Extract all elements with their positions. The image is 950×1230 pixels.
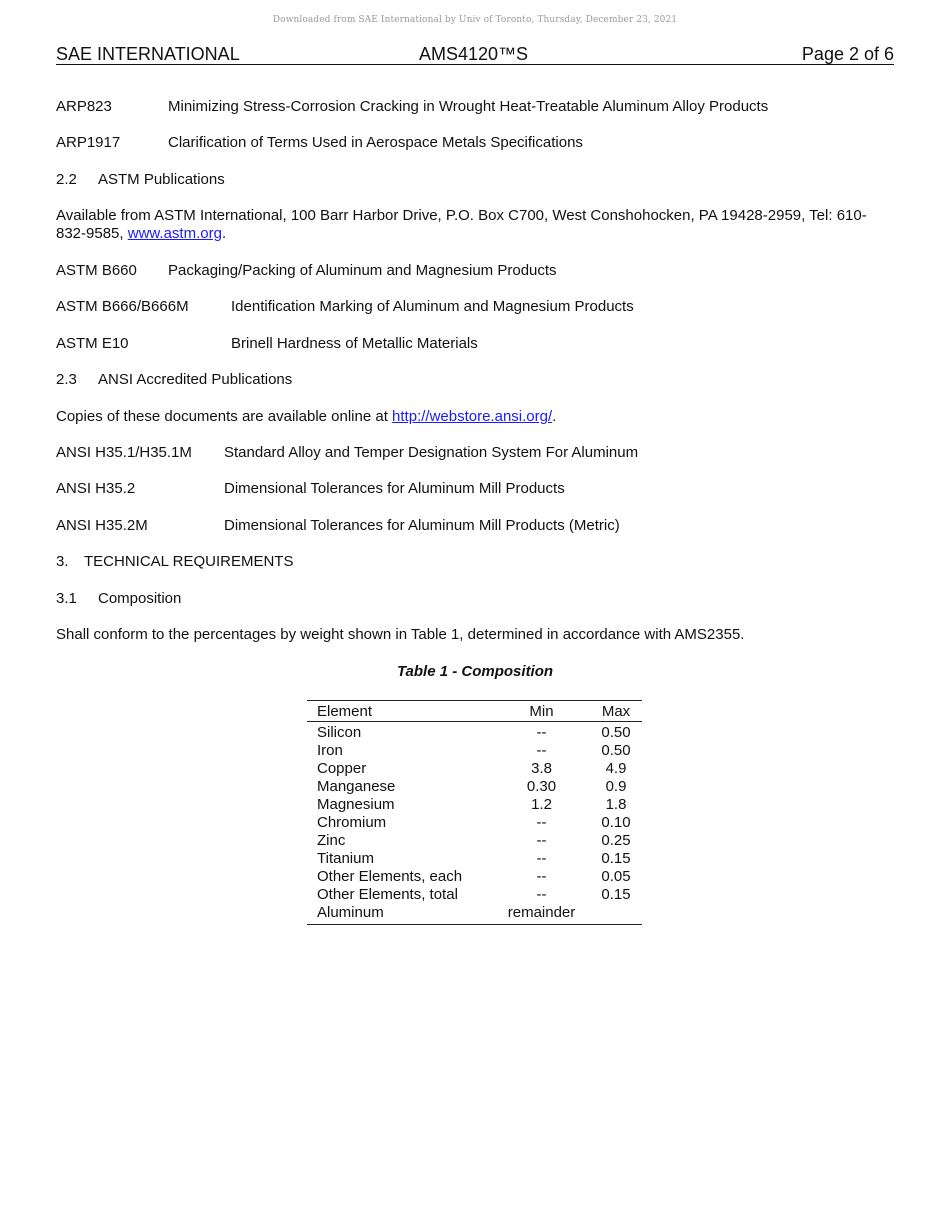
cell-max: 0.50 [601,724,631,741]
cell-element: Other Elements, total [317,886,458,903]
cell-min: -- [536,868,547,885]
cell-min: -- [536,742,547,759]
reference-title: Identification Marking of Aluminum and Magnesium Products [231,298,634,315]
reference-code: ASTM B666/B666M [56,298,189,315]
header-org: SAE INTERNATIONAL [56,44,240,64]
cell-element: Aluminum [317,904,384,921]
cell-max: 0.15 [601,850,631,867]
table-row [307,814,642,832]
table-row [307,796,642,814]
table-header-row [307,701,642,722]
paragraph-end: . [552,408,557,425]
header-page-number: Page 2 of 6 [801,44,894,64]
table-row [307,760,642,778]
cell-min: 0.30 [526,778,557,795]
paragraph-text: Available from ASTM International, 100 Barr Harbor Drive, P.O. Box C700, West Conshohocken, PA 19428-2959, Tel: 610-832-9585, [56,207,867,242]
reference-code: ANSI H35.2M [56,517,148,534]
table-row [307,778,642,796]
cell-min: remainder [507,904,576,921]
table-row [307,742,642,760]
ansi-availability-paragraph [56,408,896,426]
table-row [307,904,642,922]
header-max: Max [601,703,631,720]
cell-max: 4.9 [605,760,627,777]
reference-code: ARP1917 [56,134,121,151]
download-watermark: Downloaded from SAE International by Univ of Toronto, Thursday, December 23, 2021 [272,15,678,25]
cell-max: 0.15 [601,886,631,903]
table-row [307,832,642,850]
cell-element: Copper [317,760,367,777]
cell-max: 0.9 [605,778,627,795]
reference-title: Brinell Hardness of Metallic Materials [231,335,478,352]
reference-title: Dimensional Tolerances for Aluminum Mill Products (Metric) [224,517,620,534]
cell-max: 0.25 [601,832,631,849]
cell-element: Titanium [317,850,374,867]
reference-code: ASTM B660 [56,262,137,279]
cell-element: Iron [317,742,343,759]
table-caption: Table 1 - Composition [396,663,554,680]
reference-code: ARP823 [56,98,112,115]
cell-element: Magnesium [317,796,395,813]
cell-element: Zinc [317,832,346,849]
reference-code: ANSI H35.1/H35.1M [56,444,192,461]
section-number: 3. [56,553,69,570]
section-number: 3.1 [56,590,77,607]
cell-min: -- [536,850,547,867]
table-row [307,850,642,868]
section-title: TECHNICAL REQUIREMENTS [84,553,294,570]
table-row [307,724,642,742]
table-bottom-rule [307,924,642,925]
section-title: Composition [98,590,182,607]
page-header [56,44,894,65]
composition-paragraph: Shall conform to the percentages by weight shown in Table 1, determined in accordance with AMS2355. [56,626,745,643]
cell-max: 0.50 [601,742,631,759]
cell-element: Silicon [317,724,362,741]
table-row [307,886,642,904]
astm-link[interactable]: www.astm.org [127,225,222,242]
reference-title: Packaging/Packing of Aluminum and Magnesium Products [168,262,557,279]
ansi-webstore-link[interactable]: http://webstore.ansi.org/ [392,408,553,425]
reference-title: Standard Alloy and Temper Designation System For Aluminum [224,444,639,461]
cell-min: -- [536,832,547,849]
reference-code: ANSI H35.2 [56,480,136,497]
header-min: Min [529,703,554,720]
paragraph-end: . [221,225,227,242]
section-number: 2.2 [56,171,77,188]
cell-min: -- [536,724,547,741]
section-title: ANSI Accredited Publications [98,371,293,388]
cell-element: Chromium [317,814,387,831]
cell-min: -- [536,814,547,831]
cell-max: 0.05 [601,868,631,885]
reference-title: Clarification of Terms Used in Aerospace Metals Specifications [168,134,583,151]
cell-max: 1.8 [605,796,627,813]
cell-min: 3.8 [531,760,552,777]
reference-title: Minimizing Stress-Corrosion Cracking in Wrought Heat-Treatable Aluminum Alloy Products [168,98,769,115]
cell-min: 1.2 [531,796,552,813]
header-doc-number: AMS4120™S [419,44,529,64]
section-number: 2.3 [56,371,77,388]
header-element: Element [317,703,373,720]
cell-element: Manganese [317,778,396,795]
composition-table [307,700,642,925]
section-title: ASTM Publications [98,171,225,188]
reference-title: Dimensional Tolerances for Aluminum Mill Products [224,480,565,497]
reference-code: ASTM E10 [56,335,129,352]
paragraph-text: Copies of these documents are available online at [56,408,393,425]
cell-max: 0.10 [601,814,631,831]
astm-availability-paragraph [56,207,896,243]
table-row [307,868,642,886]
cell-min: -- [536,886,547,903]
cell-element: Other Elements, each [317,868,463,885]
